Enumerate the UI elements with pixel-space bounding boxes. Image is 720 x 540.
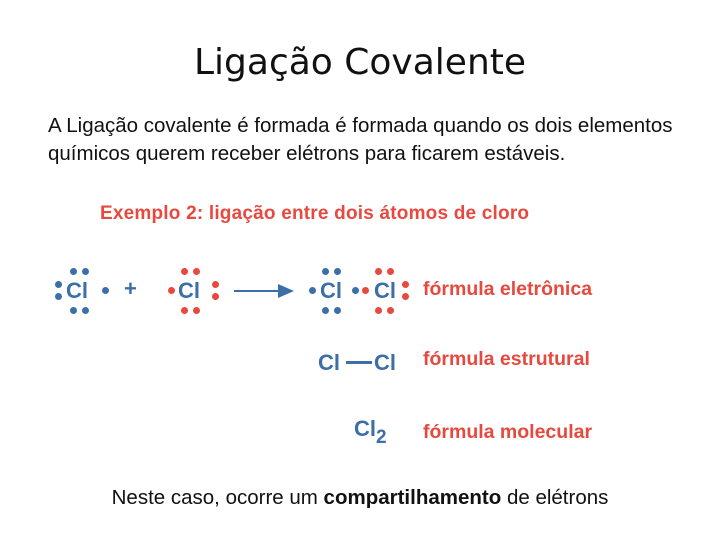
shared-electron-dot (352, 287, 359, 294)
product-chlorine-right: Cl (374, 278, 396, 303)
conclusion-text (0, 486, 720, 510)
electron-dot (322, 307, 329, 314)
electron-dot (55, 293, 62, 300)
electron-dot (82, 307, 89, 314)
electron-dot (387, 307, 394, 314)
electron-dot (387, 268, 394, 275)
electron-dot (402, 281, 409, 288)
electron-dot (70, 268, 77, 275)
electron-dot (375, 268, 382, 275)
molecular-formula-symbol: Cl (354, 416, 376, 441)
electron-dot (375, 307, 382, 314)
product-chlorine-left: Cl (320, 278, 342, 303)
chlorine-atom-2: Cl (178, 278, 200, 303)
electron-dot (212, 293, 219, 300)
electron-dot (82, 268, 89, 275)
intro-paragraph: A Ligação covalente é formada é formada quando os dois elementos químicos querem receber elétrons para ficarem estáveis. (48, 114, 673, 165)
slide-title: Ligação Covalente (193, 42, 527, 83)
plus-sign: + (124, 276, 137, 301)
label-electronic-formula: fórmula eletrônica (423, 278, 593, 300)
electron-dot (181, 268, 188, 275)
chlorine-atom-1: Cl (66, 278, 88, 303)
electron-dot (322, 268, 329, 275)
conclusion-before: Neste caso, ocorre um (111, 486, 324, 509)
electron-dot (334, 268, 341, 275)
conclusion-after: de elétrons (501, 486, 609, 509)
structural-chlorine-right: Cl (374, 350, 396, 375)
conclusion-bold: compartilhamento (323, 486, 502, 509)
molecular-formula-subscript: 2 (376, 427, 387, 448)
electron-dot (212, 281, 219, 288)
electron-dot (193, 307, 200, 314)
electron-dot (70, 307, 77, 314)
electron-dot (193, 268, 200, 275)
label-structural-formula: fórmula estrutural (423, 348, 590, 370)
electron-dot (334, 307, 341, 314)
electron-dot (55, 281, 62, 288)
electron-dot (181, 307, 188, 314)
structural-chlorine-left: Cl (318, 350, 340, 375)
electron-dot (102, 287, 109, 294)
electron-dot (309, 287, 316, 294)
covalent-bond-line (346, 361, 372, 364)
reaction-arrow (234, 290, 280, 292)
label-molecular-formula: fórmula molecular (423, 421, 593, 443)
electron-dot (402, 293, 409, 300)
electron-dot (168, 287, 175, 294)
reaction-arrow-head (278, 284, 294, 298)
shared-electron-dot (362, 287, 369, 294)
molecular-formula (354, 416, 387, 448)
example-title: Exemplo 2: ligação entre dois átomos de cloro (100, 203, 530, 224)
